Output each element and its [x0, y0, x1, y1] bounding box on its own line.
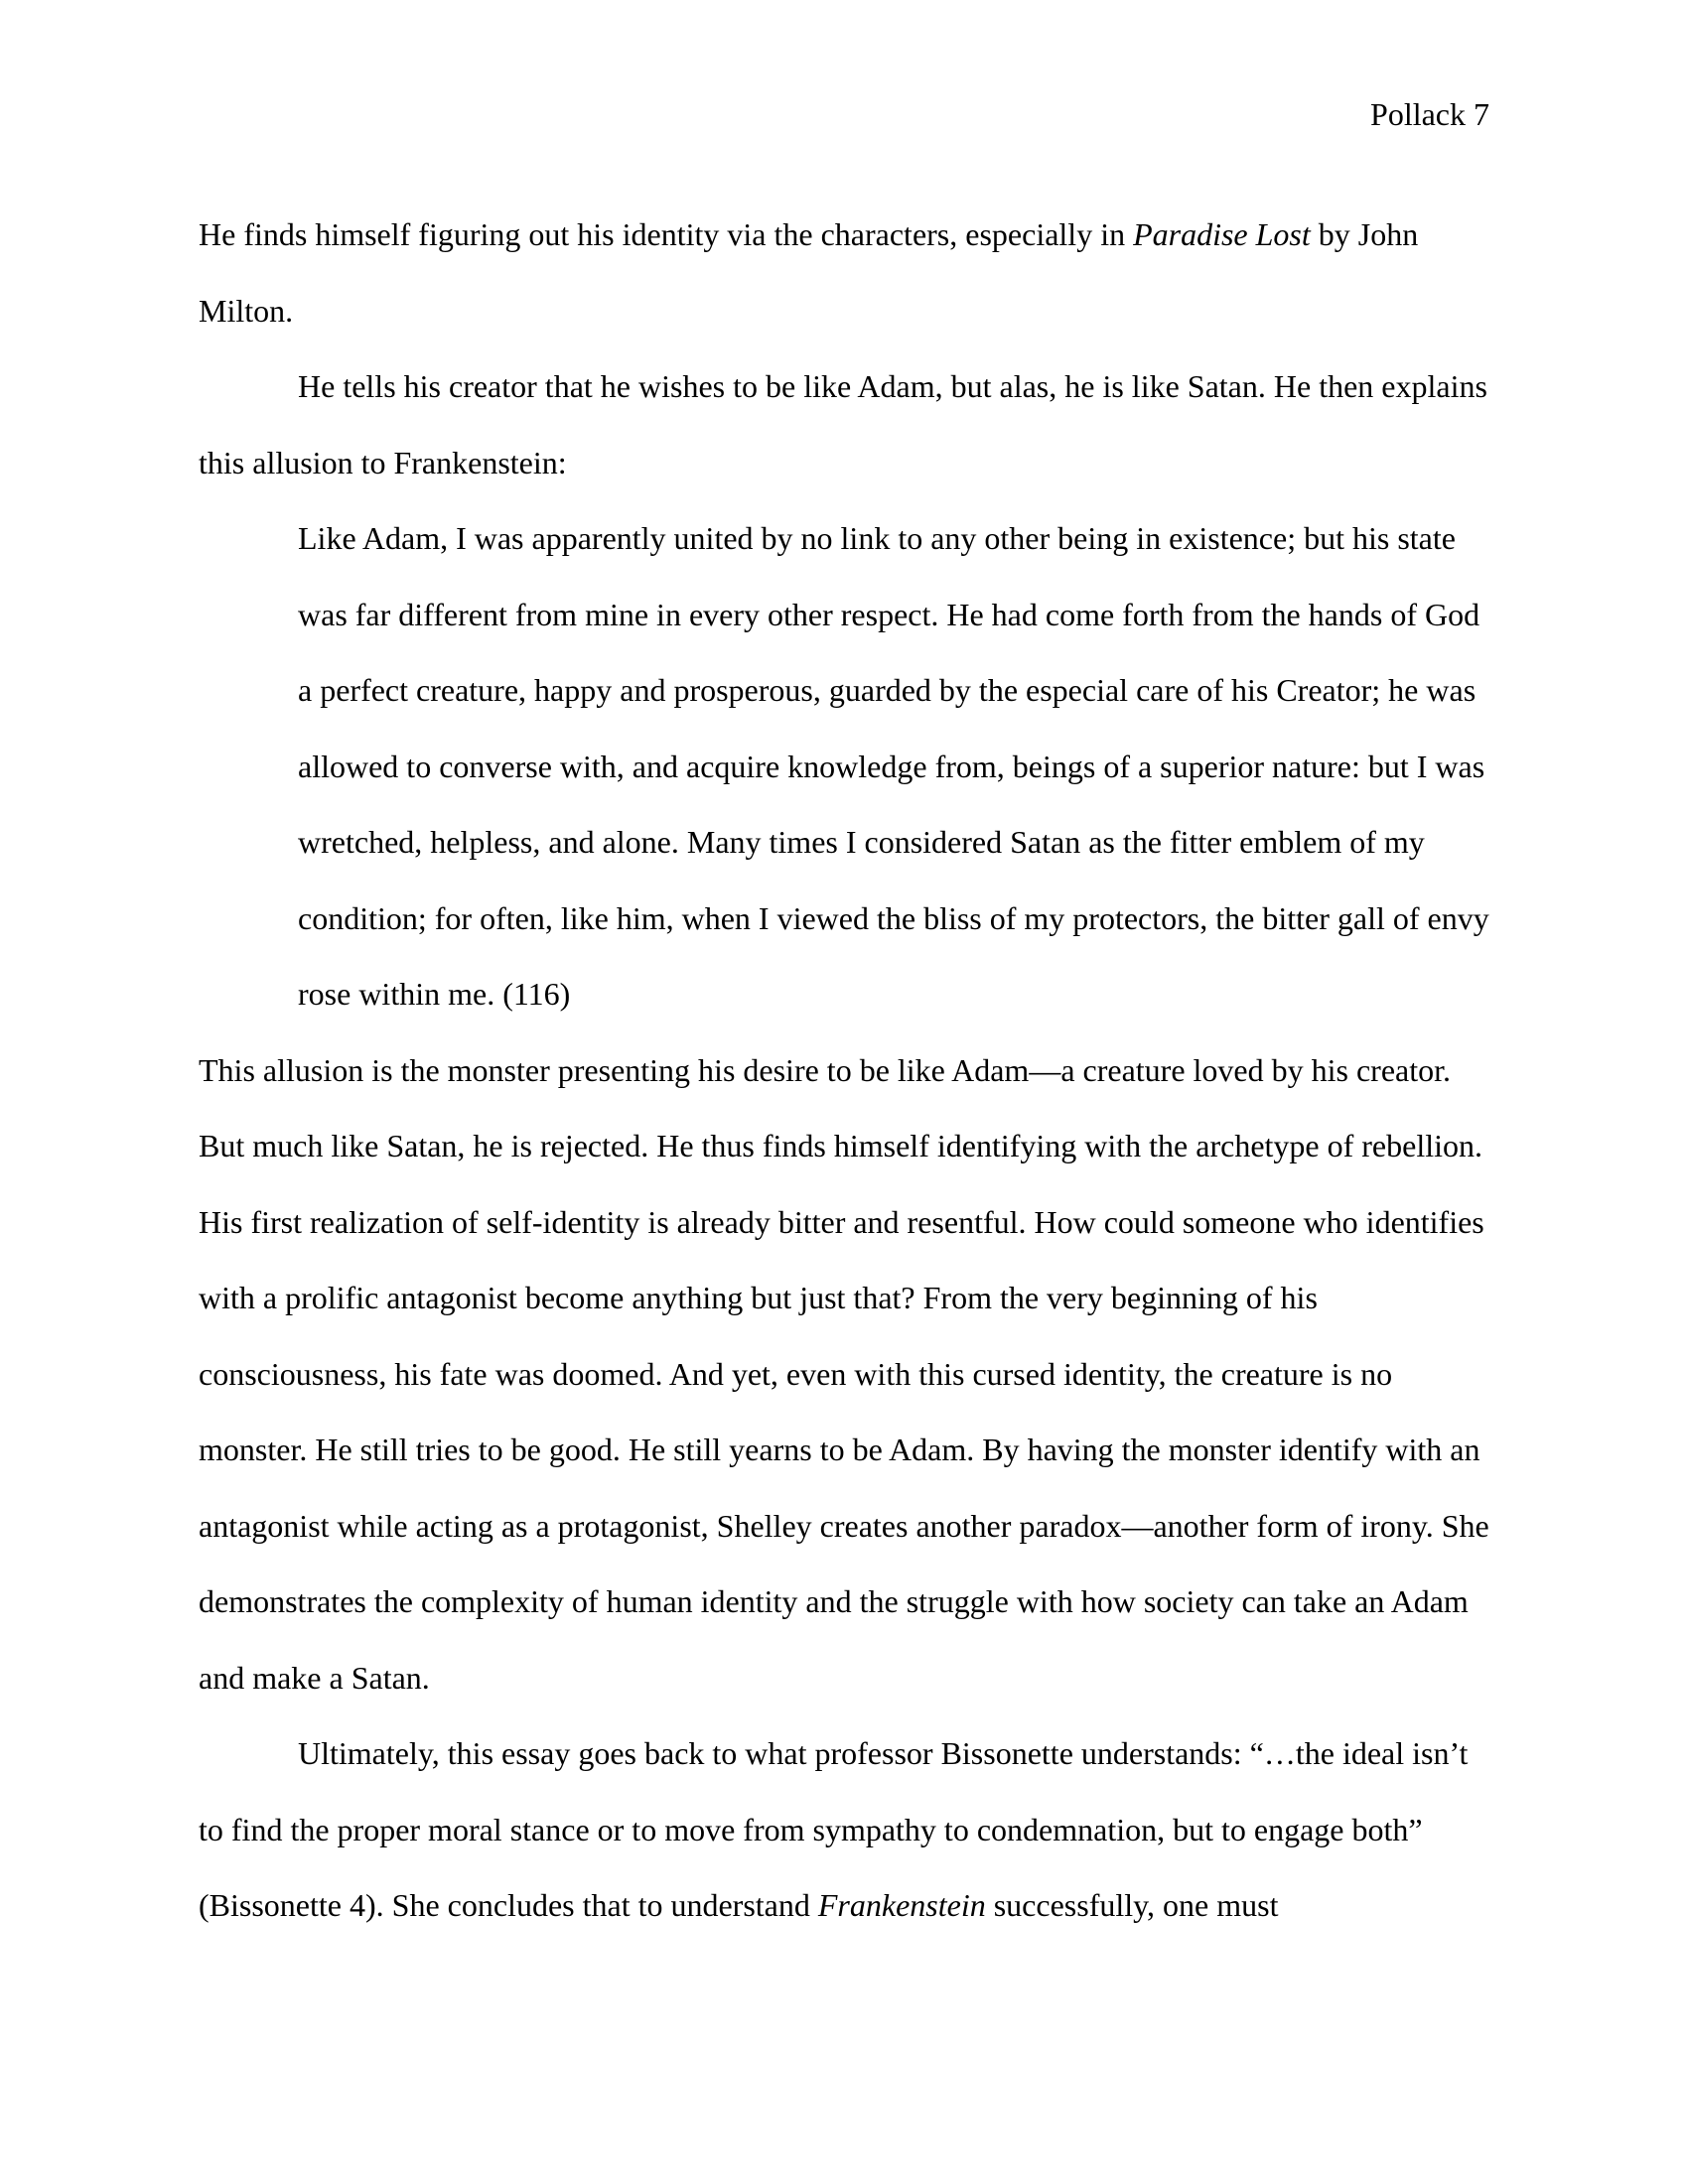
paragraph-conclusion: [199, 1715, 1489, 1944]
paragraph-text: Ultimately, this essay goes back to what professor Bissonette understands: “…the ideal isn’t to find the proper moral stance or to move from sympathy to condemnation, but to engage both” (Bissonette 4). She concludes that to understand: [199, 1735, 1469, 1923]
paragraph-text: He finds himself figuring out his identity via the characters, especially in: [199, 216, 1134, 252]
running-head: Pollack 7: [1370, 96, 1489, 132]
paragraph-text: by John Milton.: [199, 216, 1419, 329]
book-title-frankenstein: Frankenstein: [817, 1887, 986, 1923]
paragraph-continuation: [199, 197, 1489, 348]
book-title-paradise-lost: Paradise Lost: [1133, 216, 1311, 252]
paragraph-analysis: This allusion is the monster presenting his desire to be like Adam—a creature loved by his creator. But much like Satan, he is rejected. He thus finds himself identifying with the archetype of rebellion. His first realization of self-identity is already bitter and resentful. How could someone who identifies with a prolific antagonist become anything but just that? From the very beginning of his consciousness, his fate was doomed. And yet, even with this cursed identity, the creature is no monster. He still tries to be good. He still yearns to be Adam. By having the monster identify with an antagonist while acting as a protagonist, Shelley creates another paradox—another form of irony. She demonstrates the complexity of human identity and the struggle with how society can take an Adam and make a Satan.: [199, 1051, 1489, 1696]
paragraph-allusion-intro: He tells his creator that he wishes to be like Adam, but alas, he is like Satan. He then explains this allusion to Frankenstein:: [199, 368, 1487, 480]
paragraph-text: successfully, one must: [985, 1887, 1279, 1923]
body-text: [199, 197, 1489, 1944]
block-quote: Like Adam, I was apparently united by no link to any other being in existence; but his state was far different from mine in every other respect. He had come forth from the hands of God a perfect creature, happy and prosperous, guarded by the especial care of his Creator; he was allowed to converse with, and acquire knowledge from, beings of a superior nature: but I was wretched, helpless, and alone. Many times I considered Satan as the fitter emblem of my condition; for often, like him, when I viewed the bliss of my protectors, the bitter gall of envy rose within me. (116): [298, 520, 1489, 1012]
